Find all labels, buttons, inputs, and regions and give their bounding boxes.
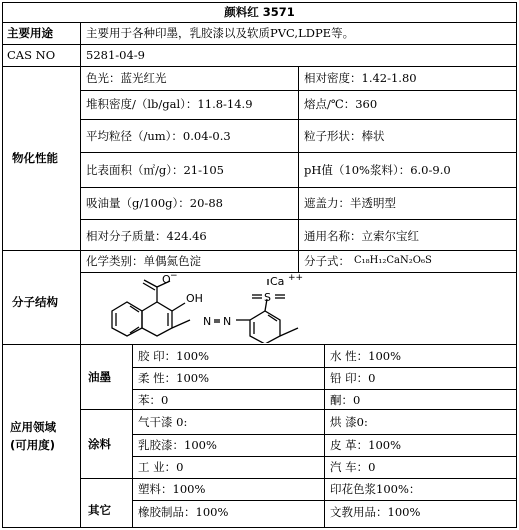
sulfur-atom: S bbox=[264, 291, 271, 304]
app-left: 气干漆 0: bbox=[138, 415, 188, 429]
charge-sign: ++ bbox=[288, 273, 304, 283]
molecular-formula: C₁₈H₁₂CaN₂O₆S bbox=[354, 255, 432, 266]
group-other: 其它 bbox=[88, 503, 111, 517]
app-left: 柔 性：100% bbox=[138, 371, 210, 385]
prop-right: pH值（10%浆料）：6.0-9.0 bbox=[304, 163, 451, 177]
physchem-label: 物化性能 bbox=[12, 151, 58, 165]
page-title: 颜料红 3571 bbox=[224, 5, 295, 19]
prop-right: 遮盖力：半透明型 bbox=[304, 196, 396, 210]
usage-label: 主要用途 bbox=[7, 26, 53, 40]
app-left: 塑料：100% bbox=[138, 482, 206, 496]
app-right: 酮：0 bbox=[330, 393, 361, 407]
group-coating: 涂料 bbox=[88, 437, 111, 451]
prop-left: 堆积密度/（lb/gal）：11.8-14.9 bbox=[86, 97, 253, 111]
app-right: 烘 漆0: bbox=[330, 415, 368, 429]
app-left: 工 业：0 bbox=[138, 460, 184, 474]
app-right: 印花色浆100%： bbox=[330, 482, 421, 496]
app-right: 文教用品：100% bbox=[330, 505, 421, 519]
rule bbox=[80, 22, 81, 528]
rule bbox=[324, 344, 325, 528]
app-right: 铅 印：0 bbox=[330, 371, 376, 385]
prop-left: 相对分子质量：424.46 bbox=[86, 229, 207, 243]
usage-value: 主要用于各种印墨，乳胶漆以及软质PVC,LDPE等。 bbox=[86, 26, 355, 40]
hydroxyl-group: OH bbox=[186, 292, 203, 305]
chemical-class: 化学类别：单偶氮色淀 bbox=[86, 254, 201, 268]
app-left: 苯：0 bbox=[138, 393, 169, 407]
app-left: 胶 印：100% bbox=[138, 349, 210, 363]
prop-left: 平均粒径（/um）：0.04-0.3 bbox=[86, 129, 231, 143]
app-right: 水 性：100% bbox=[330, 349, 402, 363]
group-ink: 油墨 bbox=[88, 370, 111, 384]
prop-left: 吸油量（g/100g）：20-88 bbox=[86, 196, 223, 210]
structure-label: 分子结构 bbox=[12, 295, 58, 309]
app-left: 橡胶制品：100% bbox=[138, 505, 229, 519]
prop-right: 粒子形状：棒状 bbox=[304, 129, 385, 143]
applications-label: 应用领域 bbox=[10, 420, 56, 434]
prop-right: 熔点/℃：360 bbox=[304, 97, 378, 111]
calcium-ion: Ca bbox=[270, 275, 285, 288]
molecular-structure-diagram bbox=[82, 273, 516, 343]
rule bbox=[132, 344, 133, 528]
cas-label: CAS NO bbox=[7, 48, 56, 62]
app-right: 皮 革：100% bbox=[330, 438, 402, 452]
rule bbox=[80, 478, 517, 479]
charge-sign: − bbox=[170, 273, 178, 281]
rule bbox=[80, 409, 517, 410]
prop-left: 比表面积（㎡/g）：21-105 bbox=[86, 163, 224, 177]
cas-value: 5281-04-9 bbox=[86, 48, 145, 62]
nitrogen-atom: N bbox=[223, 315, 232, 328]
nitrogen-atom: N bbox=[203, 315, 212, 328]
prop-right: 通用名称：立索尔宝红 bbox=[304, 229, 419, 243]
oxygen-atom: O bbox=[162, 273, 171, 286]
app-left: 乳胶漆：100% bbox=[138, 438, 217, 452]
rule bbox=[298, 66, 299, 272]
prop-right: 相对密度：1.42-1.80 bbox=[304, 71, 417, 85]
app-right: 汽 车：0 bbox=[330, 460, 376, 474]
formula-label: 分子式： bbox=[304, 254, 350, 268]
applications-sublabel: (可用度) bbox=[10, 438, 56, 452]
prop-left: 色光：蓝光红光 bbox=[86, 71, 167, 85]
